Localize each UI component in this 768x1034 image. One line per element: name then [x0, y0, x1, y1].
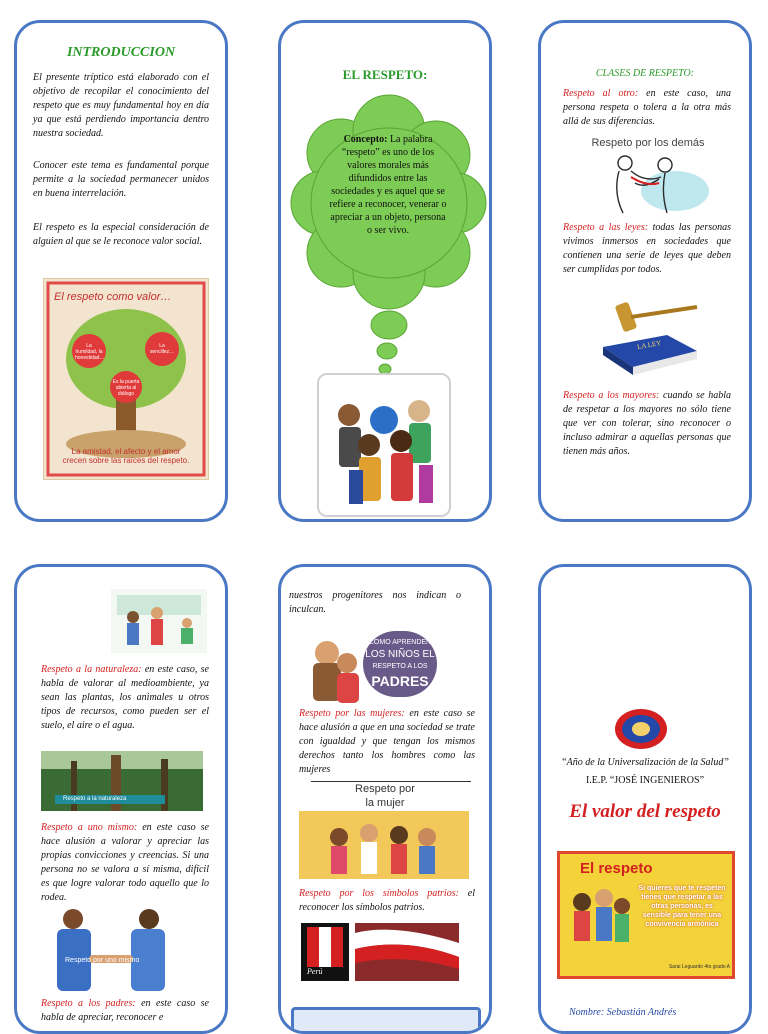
respeto-leyes-label: Respeto a las leyes: [563, 222, 649, 233]
divider-line [311, 781, 471, 782]
clases-title: CLASES DE RESPETO: [595, 68, 695, 79]
respeto-mujeres-body: en este caso se hace alusión a que en una sociedad se trate con igualdad y que tengan los mismos derechos tanto los hombres como las mujeres [299, 708, 475, 775]
respeto-uno-mismo-body: en este caso se hace alusión a valorar y apreciar las propias convicciones y creencias. Si una persona no se valora a sí misma, difícil es que logre valorar todo aquello que lo rodea. [41, 822, 209, 903]
respeto-valor-poster [43, 278, 209, 480]
poster-title: El respeto como valor… [54, 291, 172, 303]
school-text: I.E.P. “JOSÉ INGENIEROS” [585, 775, 705, 786]
family-room-image [111, 589, 207, 653]
respeto-leyes-body: todas las personas vivimos inmersos en sociedades que contienen una serie de leyes que deben ser cumplidas por todos. [563, 222, 731, 275]
women-caption-2: la mujer [365, 797, 405, 809]
respeto-naturaleza-text [41, 663, 209, 733]
respeto-simbolos-body: el reconocer los símbolos patrios. [299, 888, 476, 913]
peru-flag-image [301, 923, 349, 981]
intro-paragraph-1: El presente tríptico está elaborado con el objetivo de recopilar el conocimiento del respeto que es muy fundamental hoy en día ya que está perdiendo importancia dentro nuestra sociedad. [33, 72, 209, 139]
embrace-illustration [575, 153, 721, 215]
handshake-image [41, 905, 179, 991]
concept-text [327, 133, 449, 237]
main-title: El valor del respeto [569, 801, 721, 822]
respeto-padres-body: en este caso se habla de apreciar, reconocer e [41, 998, 209, 1023]
women-caption-1: Respeto por [355, 783, 415, 795]
respeto-mayores-label: Respeto a los mayores: [563, 390, 660, 401]
respeto-simbolos-label: Respeto por los símbolos patrios: [299, 888, 459, 899]
concept-body: La palabra “respeto” es uno de los valores morales más difundidos entre las sociedades y es aquel que se refiere a reconocer, venerar o apreciar a un objeto, persona o ser vivo. [329, 134, 447, 236]
crowd-flag-image [355, 923, 459, 981]
poster-apple-3: Es la puerta abierta al diálogo [112, 379, 140, 397]
respeto-padres-text [41, 997, 209, 1025]
panel-introduccion [14, 20, 228, 522]
intro-paragraph-3: El respeto es la especial consideración de alguien al que se le reconoce valor social. [33, 222, 209, 247]
respeto-uno-mismo-label: Respeto a uno mismo: [41, 822, 138, 833]
nature-forest-image [41, 751, 203, 811]
respeto-otro-body: en este caso, una persona respeta o tolera a la otra más allá de sus diferencias. [563, 88, 731, 127]
cover-body: Si quieres que te respeten tienes que respetar a las otras personas, es sensible para tener una convivencia armónica [638, 885, 726, 928]
children-illustration [319, 375, 449, 515]
panel-el-respeto [278, 20, 492, 522]
flag-label: Perú [307, 967, 323, 976]
cover-title: El respeto [580, 860, 653, 877]
respeto-mayores-body: cuando se habla de respetar a los mayores no sólo tiene que ver con tolerar, sino reconocer o incluso admirar a aquellas personas que tienen más años. [563, 390, 732, 457]
poster-apple-2: La sencillez… [149, 343, 175, 355]
nature-caption: Respeto a la naturaleza [63, 796, 127, 802]
children-globe-image [317, 373, 451, 517]
law-book-gavel-image [597, 295, 701, 379]
book-label: LA LEY [636, 338, 662, 352]
respeto-title: EL RESPETO: [342, 67, 428, 82]
respeto-demas-image [575, 135, 721, 215]
handshake-caption: Respeto por uno mismo [65, 957, 140, 964]
respeto-demas-caption: Respeto por los demás [591, 137, 705, 149]
respeto-leyes-text [563, 221, 731, 277]
family-illustration [111, 589, 207, 653]
respeto-padres-label: Respeto a los padres: [41, 998, 136, 1009]
mujeres-image [299, 811, 469, 879]
padres-continuation-text: nuestros progenitores nos indican o inculcan. [289, 590, 461, 615]
panel-mujeres [278, 564, 492, 1034]
panel-portada [538, 564, 752, 1034]
respeto-mujeres-label: Respeto por las mujeres: [299, 708, 405, 719]
respeto-naturaleza-body: en este caso, se habla de valorar al medioambiente, ya sean las plantas, los animales u otros tipos de recursos, como pueden ser el suelo, el aire o el agua. [41, 664, 209, 731]
forest-illustration [41, 751, 203, 811]
badge-line-3: RESPETO A LOS [372, 663, 428, 670]
intro-paragraph-2: Conocer este tema es fundamental porque permite a la sociedad permanecer unidos en buena interrelación. [33, 160, 209, 199]
respeto-simbolos-text [299, 887, 475, 915]
panel-clases-respeto [538, 20, 752, 522]
year-text: “Año de la Universalización de la Salud” [561, 757, 729, 768]
badge-line-1: COMO APRENDEN [368, 639, 432, 646]
respeto-otro-text [563, 87, 731, 129]
crowd-illustration [355, 923, 459, 981]
respeto-naturaleza-label: Respeto a la naturaleza: [41, 664, 142, 675]
panel-naturaleza [14, 564, 228, 1034]
badge-line-2: LOS NIÑOS EL [365, 649, 435, 660]
student-name: Nombre: Sebastián Andrés [569, 1007, 677, 1018]
seal-icon [613, 707, 669, 751]
poster-apple-1: La humildad, la honestidad… [75, 343, 105, 361]
intro-title: INTRODUCCION [66, 45, 176, 60]
women-illustration [299, 811, 469, 879]
respeto-otro-label: Respeto al otro: [563, 88, 639, 99]
respeto-mayores-text [563, 389, 731, 459]
badge-line-4: PADRES [371, 673, 429, 689]
cover-poster [557, 851, 735, 979]
bottom-frame [291, 1007, 481, 1034]
respeto-uno-mismo-text [41, 821, 209, 905]
handshake-illustration [41, 905, 179, 991]
school-seal [613, 707, 669, 751]
children-group-illustration [564, 884, 634, 964]
poster-caption: La amistad, el afecto y el amor crecen sobre las raíces del respeto. [62, 447, 190, 465]
respeto-mujeres-text [299, 707, 475, 777]
cover-author: Sarai Leguardo 4to grado A [668, 964, 730, 970]
concept-label: Concepto: [343, 134, 388, 145]
ninos-padres-image [305, 623, 443, 705]
gavel-book-illustration [597, 295, 701, 379]
